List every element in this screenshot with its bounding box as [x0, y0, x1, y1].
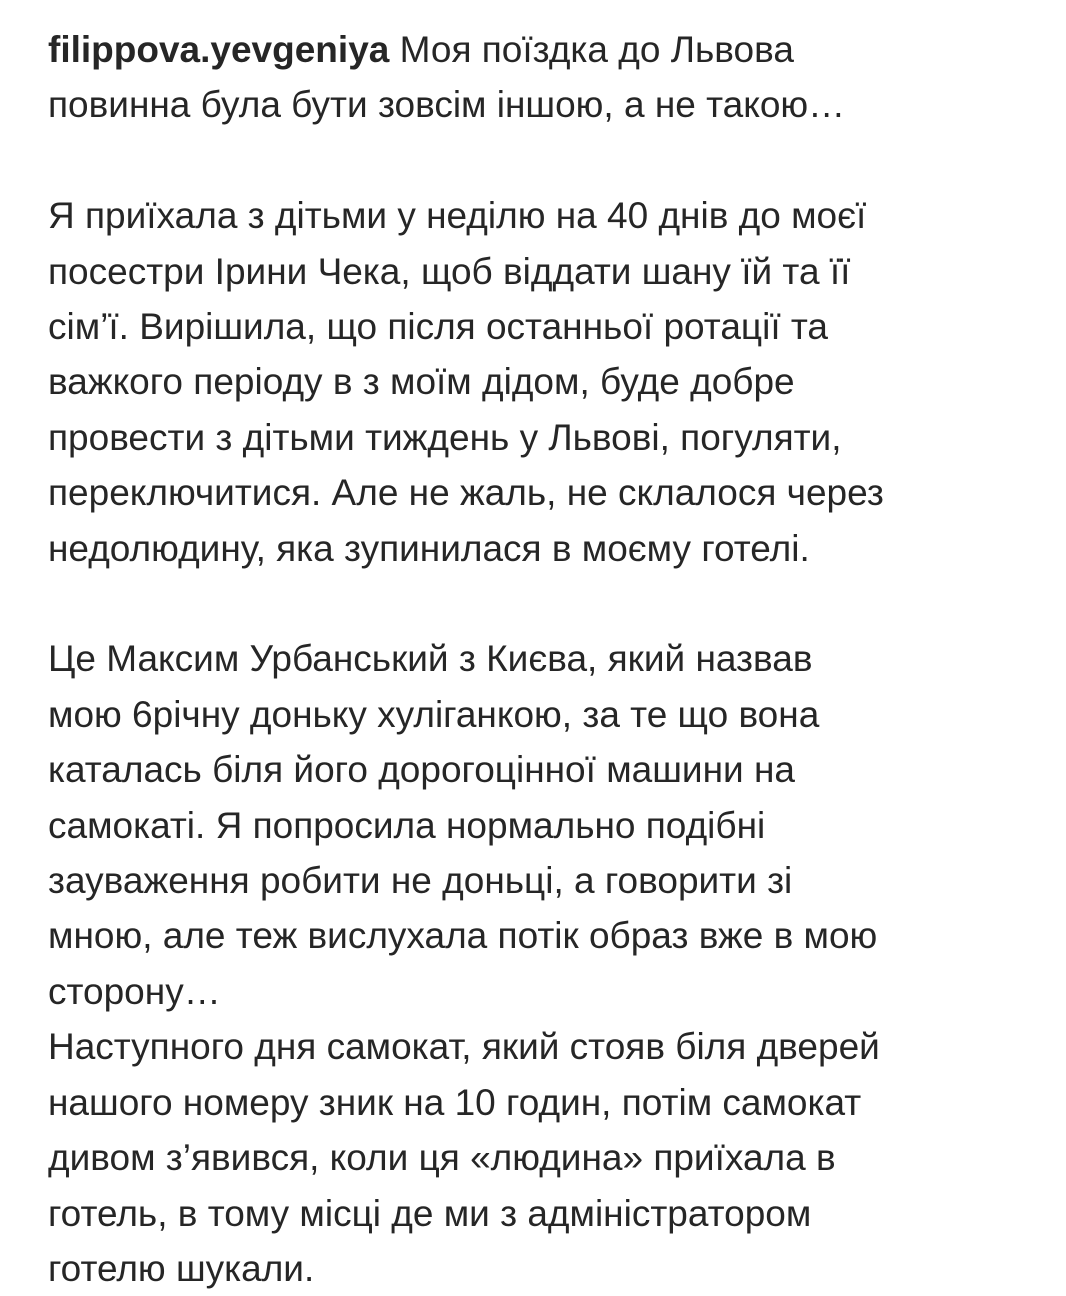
caption-text-line: Наступного дня самокат, який стояв біля дверей: [48, 1026, 880, 1068]
caption-text-line: повинна була бути зовсім іншою, а не такою…: [48, 84, 846, 126]
caption-text-line: недолюдину, яка зупинилася в моєму готелі.: [48, 527, 810, 569]
caption-text-line: дивом з’явився, коли ця «людина» приїхала в: [48, 1137, 836, 1179]
caption-first-line: [48, 22, 1038, 77]
caption-text-line: Я приїхала з дітьми у неділю на 40 днів до моєї: [48, 195, 867, 237]
caption-text-line: зауваження робити не доньці, а говорити зі: [48, 860, 793, 902]
caption-text-line: Це Максим Урбанський з Києва, який назвав: [48, 638, 813, 680]
caption-text-line: Моя поїздка до Львова: [399, 29, 794, 70]
post-caption: [48, 22, 1038, 1296]
caption-paragraph-3: [48, 631, 1038, 1019]
caption-text-line: готель, в тому місці де ми з адміністратором: [48, 1192, 812, 1234]
caption-paragraph-1: [48, 22, 1038, 133]
caption-text-line: переключитися. Але не жаль, не склалося через: [48, 472, 884, 514]
caption-text-line: важкого періоду в з моїм дідом, буде добре: [48, 361, 795, 403]
caption-text-line: посестри Ірини Чека, щоб віддати шану їй та її: [48, 250, 851, 292]
caption-text-line: провести з дітьми тиждень у Львові, погуляти,: [48, 416, 842, 458]
paragraph-spacer: [48, 576, 1038, 631]
caption-text-line: самокаті. Я попросила нормально подібні: [48, 804, 766, 846]
caption-text-line: мною, але теж вислухала потік образ вже в мою: [48, 915, 878, 957]
caption-text-line: готелю шукали.: [48, 1247, 315, 1289]
paragraph-spacer: [48, 133, 1038, 188]
caption-paragraph-4: [48, 1019, 1038, 1296]
author-username-link[interactable]: filippova.yevgeniya: [48, 29, 390, 70]
caption-paragraph-2: [48, 188, 1038, 576]
caption-text-line: сім’ї. Вирішила, що після останньої ротації та: [48, 306, 828, 348]
caption-text-line: мою 6річну доньку хуліганкою, за те що вона: [48, 693, 820, 735]
caption-text-line: сторону…: [48, 970, 221, 1012]
caption-text-line: каталась біля його дорогоцінної машини на: [48, 749, 795, 791]
caption-text-line: нашого номеру зник на 10 годин, потім самокат: [48, 1081, 862, 1123]
